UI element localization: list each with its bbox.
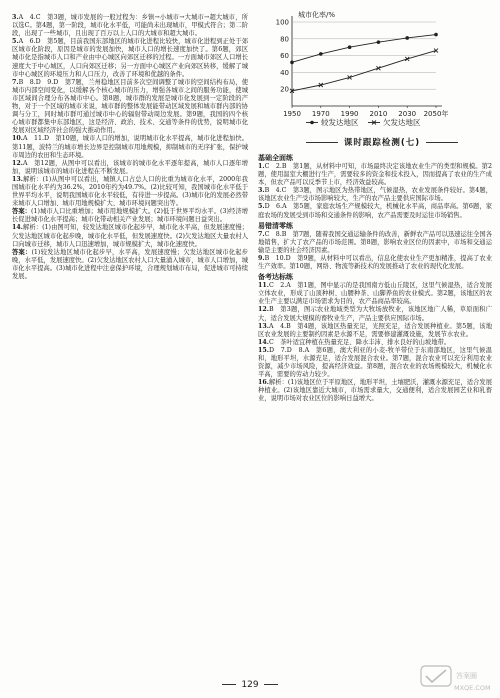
answer-text: C 2.A 第1题，图中显示的是我国南方低山丘陵区，这里气候湿热，适合发展立体农业，形成了山顶种树、山腰种茶、山脚养鱼的农业模式。第2题，该地区的农业生产主要以满足市场需求为目的，农产品商品率较高。 <box>258 282 492 306</box>
question-number: 7. <box>12 78 19 86</box>
question-number: 1. <box>258 163 265 170</box>
question-number: 答案： <box>12 248 32 256</box>
question-number: 答案： <box>12 208 32 216</box>
data-point <box>319 52 323 56</box>
y-tick-label: 100 <box>275 18 289 27</box>
answer-paragraph <box>258 255 492 271</box>
question-number: 13. <box>258 322 269 330</box>
answer-text: A 6.D 第5题，目前我国东部地区的城市化进程比较快，城市化进程到正处于郊区城市化阶段，原因是城市的发展加快，城市人口的增长速度加快了。第6题，郊区城市化是指城市人口和产业由中心城区向郊区迁移的过程。一方面城市郊区人口增长速度大于中心城区，人口向郊区迁移；另一方面中心城区产业向郊区转移，缓解了城市中心城区的环境压力和人口压力，改善了环境和优越的条件。 <box>12 38 248 78</box>
answer-paragraph <box>12 79 248 136</box>
data-point <box>348 45 352 49</box>
answer-paragraph <box>258 203 492 219</box>
answer-text: C 8.B 第7题，随着我国交通运输条件的改善，新鲜农产品可以迅速运往全国各地销售，扩大了农产品的市场范围。第8题，影响农业区位的因素中，市场和交通运输是主要的社会经济因素。 <box>258 230 492 254</box>
answer-paragraph <box>258 347 492 379</box>
y-axis-label: 城市化率/% <box>298 11 336 19</box>
question-number: 3. <box>258 187 265 195</box>
answer-paragraph <box>12 249 248 281</box>
answer-paragraph <box>258 323 492 339</box>
answer-text: 解析：(1)从图中可以看出，城镇人口占总人口的比重为城市化水平，2000年我国城市化水平约为36.2%，2010年约为49.7%。(2)比较可知，我国城市化水平低于世界平均水平，说明我国城市化水平较低，有待进一步提高。(3)城市化的发展必然带来城市人口增加、城市用地规模扩大、城市环境问题突出等。 <box>12 175 248 208</box>
legend-label: 欠发达地区 <box>383 118 421 127</box>
x-tick-label: 1950 <box>283 110 301 118</box>
answer-paragraph <box>258 282 492 306</box>
section-heading: 易错清零练 <box>258 221 293 230</box>
answer-text: B 10.D 第9题，从材料中可以看出，信息化使农业生产更加精准，提高了农业生产效率。第10题，网络、物流等新技术的发展推动了农业的现代化发展。 <box>258 254 492 271</box>
svg-text:MXQE.COM: MXQE.COM <box>454 684 491 692</box>
section-heading: 备考达标练 <box>258 273 293 282</box>
answer-text: C 茶叶适宜种植在热量充足、降水丰沛、排水良好的山坡地带。 <box>268 338 451 346</box>
answer-text: A 4.B 第4题，该地区热量充足，光照充足，适合发展种植业。第5题，该地区农业发展的主要制约因素是水源不足，需要修建灌溉设施，发展节水农业。 <box>258 322 492 338</box>
x-tick-label: 1970 <box>311 110 330 118</box>
answer-paragraph <box>12 176 248 208</box>
answer-paragraph <box>258 231 492 255</box>
question-number: 3. <box>12 14 19 21</box>
answer-text: A 4.C 第3题，城市发展的一般过程为：乡镇→小城市→大城市→超大城市，所以选C。第4题，第一阶段，城市化水平低，可能尚未出现城市，甲模式符合；第二阶段，出现了一些城市，且出现了百万以上人口的大城市和超大城市。 <box>12 14 248 38</box>
answer-paragraph <box>12 208 248 224</box>
question-number: 5. <box>258 203 265 211</box>
left-column <box>12 14 248 281</box>
answer-text: 解析：(1)该地区位于平原地区，地形平坦，土壤肥沃，灌溉水源充足，适合发展种植业。(2)该地区靠近大城市，市场需求量大，交通便利，适合发展园艺业和乳畜业，说明市场对农业区位的影响日益增大。 <box>258 379 492 403</box>
question-number: 14. <box>12 224 23 232</box>
answer-text: C 2.B 第1题，从材料中可知，市场最终决定该地农业生产的类型和规模。第2题，使用温室大棚进行生产，需要较多的资金和技术投入，因而提高了农业的生产成本，但农产品可以反季节上市，经济效益较高。 <box>258 163 492 187</box>
y-tick-label: 60 <box>280 52 289 61</box>
question-number: 12. <box>258 306 269 314</box>
question-number: 10. <box>12 135 23 143</box>
question-number: 13. <box>12 175 23 183</box>
answer-text: B 第3题，图示农业地域类型为大牧场放牧业，该地区地广人稀，草原面积广大，适合发展大规模的畜牧业生产，产品主要供应国际市场。 <box>258 306 492 322</box>
x-tick-label: 1990 <box>340 110 359 118</box>
question-number: 9. <box>258 254 265 262</box>
answer-text: (1)较发达地区城市化起步早，水平高，发展速度慢；欠发达地区城市化起步晚，水平低，发展速度快。(2)欠发达地区农村人口大量涌入城市，城市人口增加，城市化水平提高。(3)城市化进程中注意保护环境，合理规划城市布局，促进城市可持续发展。 <box>12 248 249 280</box>
question-number: 12. <box>12 159 23 167</box>
question-number: 16. <box>258 379 269 387</box>
answer-text: D 7.D 8.A 第6题，澳大利亚的小麦-牧羊带位于东南部地区，这里气候温和，地形平坦，水源充足，适合发展混合农业。第7题，混合农业可以充分利用农业资源，减少市场风险，提高经济效益。第8题，混合农业的农场规模较大，机械化水平高，需要的劳动力较少。 <box>258 346 492 379</box>
legend-label: 较发达地区 <box>321 118 359 127</box>
x-tick-label: 2030 <box>398 110 417 118</box>
question-number: 11. <box>258 282 269 290</box>
legend-marker <box>310 121 314 125</box>
x-tick-label: 2050年 <box>423 110 449 118</box>
answer-paragraph <box>258 187 492 203</box>
right-column <box>258 152 492 404</box>
answer-paragraph <box>258 379 492 403</box>
data-point <box>434 33 438 37</box>
answer-paragraph <box>258 163 492 187</box>
y-tick-label: 20 <box>280 85 289 94</box>
x-tick-label: 2010 <box>369 110 388 118</box>
answer-text: A 11.D 第10题，城市人口的增加，说明城市化水平提高，城市化进程加快。第11题，波特兰的城市增长边界是控制城市用地规模，抑制城市的无序扩张，保护城市周边的农田和生态环境。 <box>12 135 248 159</box>
answer-text: 解析：(1)由图可知，较发达地区城市化起步早，城市化水平高，但发展速度慢；欠发达地区城市化起步晚，城市化水平低，但发展速度快。(2)欠发达地区大量农村人口向城市迁移，城市人口迅速增加，城市规模扩大，城市化速度快。 <box>12 224 248 248</box>
section-heading: 基础全面练 <box>258 154 293 162</box>
data-point <box>377 40 381 44</box>
answer-text: A 第12题，从图中可以看出，该城市的城市化水平逐年提高，城市人口逐年增加，说明该城市的城市化进程在不断发展。 <box>12 159 248 175</box>
data-point <box>290 61 294 65</box>
answer-paragraph <box>12 135 248 159</box>
question-number: 5. <box>12 38 19 46</box>
page-number: 129 <box>0 680 500 690</box>
answer-text: D 6.A 第5题，家庭农场生产规模较大，机械化水平高，商品率高。第6题，家庭农场的发展受到市场和交通条件的影响，农产品需要及时运往市场销售。 <box>258 203 492 219</box>
answer-paragraph <box>12 224 248 248</box>
section-title-banner: 课时跟踪检测(七) <box>282 136 482 148</box>
answer-text: (1)城市人口比重增加；城市用地规模扩大。(2)低于世界平均水平。(3)经济增长促进城市化水平提高；城市化带动相关产业发展；城市环境问题日益突出。 <box>12 208 248 224</box>
y-tick-label: 80 <box>280 35 289 44</box>
series-line-1 <box>292 51 436 91</box>
urbanization-line-chart <box>266 8 466 130</box>
answer-text: B 8.D 9.D 第7题，兰州稳地区目前多次空间调整了城市的空间结构布局，使城市内部空间变化，以缓解各个核心城市的压力，增强各城市之间的服务功能，使城市区域间合理分布各城市中心。第8题，城市群的发展是城市化发展到一定阶段的产物，对于一个区域的城市来说，城市群的整体发展能带动区域发展和城市群内部的协调与分工，同时城市群可通过城市中心的辐射带动周边发展。第9题，我国的四个核心城市群都集中东部地区，这是经济、政治、技术、交通等条件的优势，说明城市化发展对区域经济社会的强大推动作用。 <box>12 78 248 135</box>
answer-paragraph <box>258 339 492 347</box>
answer-paragraph <box>258 306 492 322</box>
answer-text: B 4.C 第3题，图示地区为热带地区，气候湿热，农业发展条件较好。第4题，该地区农业生产受市场影响较大，生产的农产品主要供应国际市场。 <box>258 187 492 203</box>
y-tick-label: 40 <box>280 68 289 77</box>
watermark-logo <box>420 664 496 694</box>
answer-paragraph <box>12 38 248 78</box>
answer-paragraph <box>12 160 248 176</box>
answer-paragraph <box>12 14 248 38</box>
svg-text:答案圈: 答案圈 <box>456 672 477 680</box>
question-number: 14. <box>258 338 269 346</box>
question-number: 15. <box>258 346 269 354</box>
data-point <box>405 36 409 40</box>
question-number: 7. <box>258 230 265 238</box>
